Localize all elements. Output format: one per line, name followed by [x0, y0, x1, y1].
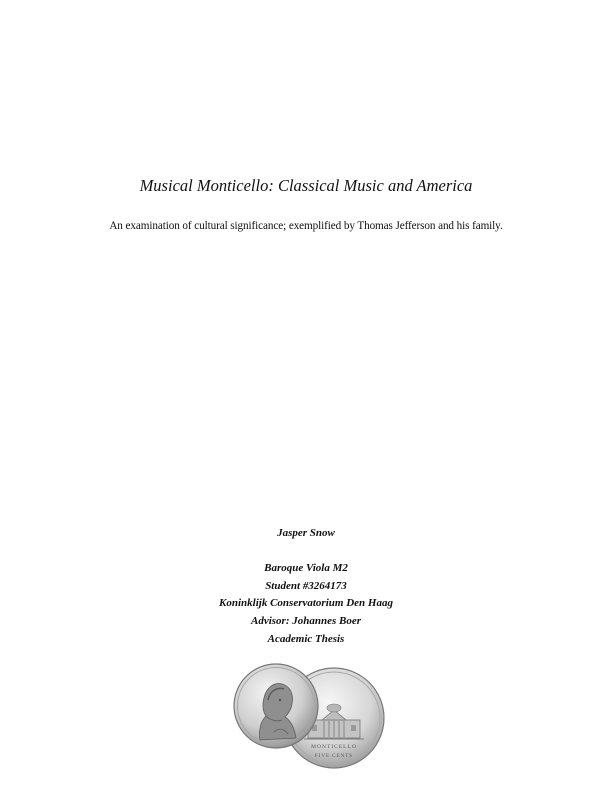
document-subtitle: An examination of cultural significance; exemplified by Thomas Jefferson and his family. [109, 220, 503, 232]
advisor-line: Advisor: Johannes Boer [250, 614, 362, 627]
author-block [0, 525, 612, 648]
program-line: Baroque Viola M2 [264, 562, 348, 575]
nickel-coins-image [230, 660, 386, 772]
institution-line: Koninklijk Conservatorium Den Haag [219, 597, 393, 610]
coin-obverse-jefferson [234, 664, 318, 748]
student-number-line: Student #3264173 [265, 579, 347, 592]
coin-value-text: FIVE CENTS [314, 754, 354, 759]
author-name: Jasper Snow [277, 527, 335, 539]
thesis-type-line: Academic Thesis [267, 632, 345, 645]
document-title: Musical Monticello: Classical Music and America [139, 176, 473, 195]
spacer [0, 543, 612, 561]
coin-monticello-text: MONTICELLO [311, 744, 357, 750]
